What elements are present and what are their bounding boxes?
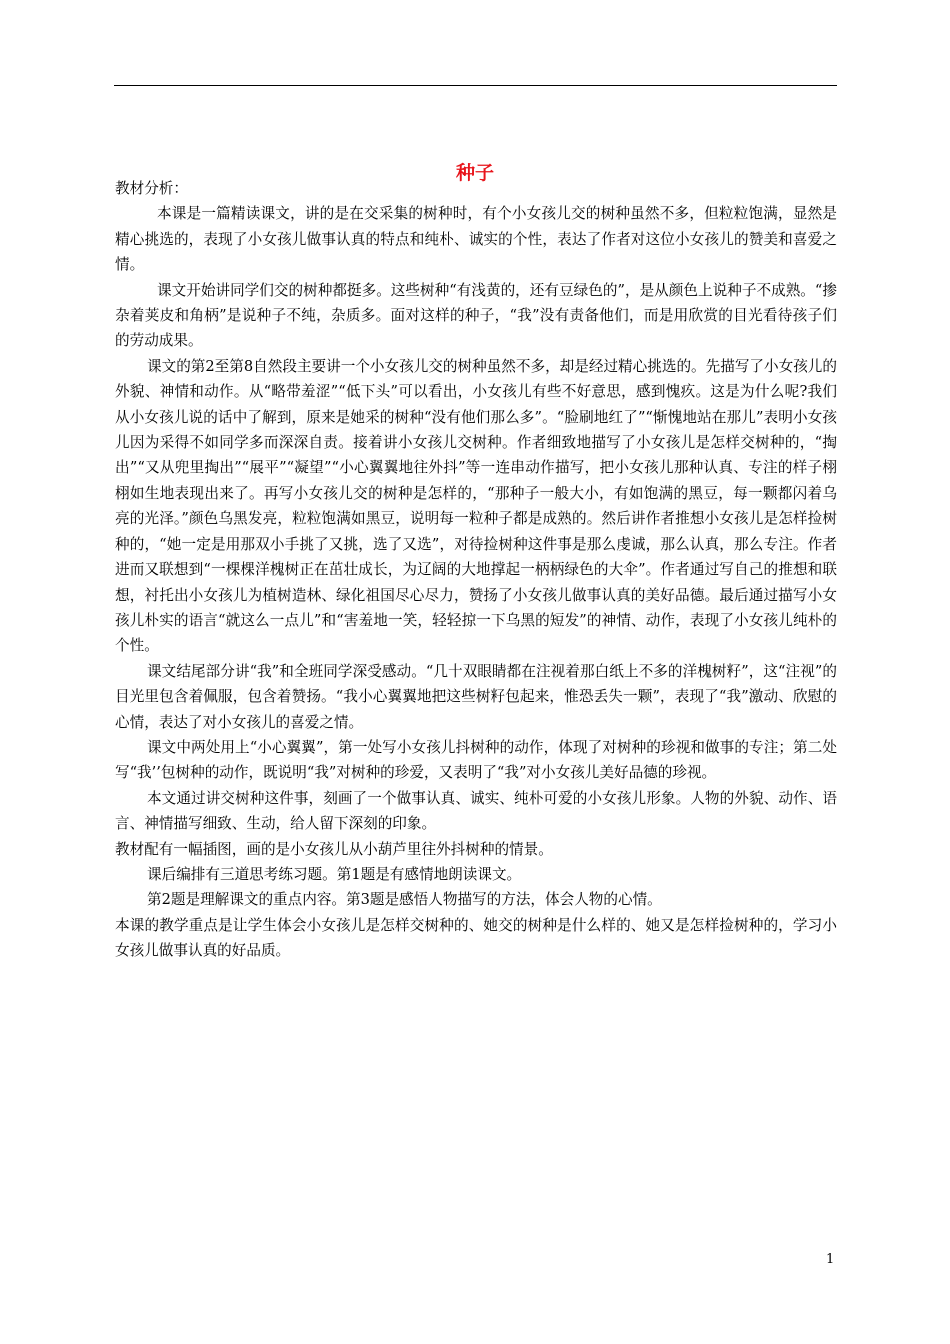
body-paragraph: 课后编排有三道思考练习题。第1题是有感情地朗读课文。 [147,865,522,883]
body-paragraph: 本课的教学重点是让学生体会小女孩儿是怎样交树种的、她交的树种是什么样的、她又是怎样捡树种的，学习小女孩儿做事认真的好品质。 [115,916,837,960]
body-paragraph: 课文的第2至第8自然段主要讲一个小女孩儿交的树种虽然不多，却是经过精心挑选的。先描写了小女孩儿的外貌、神情和动作。从“略带羞涩”“低下头”可以看出，小女孩儿有些不好意思，感到愧疚。这是为什么呢?我们从小女孩儿说的话中了解到，原来是她采的树种“没有他们那么多”。“脸刷地红了”“惭愧地站在那儿”表明小女孩儿因为采得不如同学多而深深自责。接着讲小女孩儿交树种。作者细致地描写了小女孩儿是怎样交树种的，“掏出”“又从兜里掏出”“展平”“凝望”“小心翼翼地往外抖”等一连串动作描写，把小女孩儿那种认真、专注的样子栩栩如生地表现出来了。再写小女孩儿交的树种是怎样的，“那种子一般大小，有如饱满的黑豆，每一颗都闪着乌亮的光泽。”颜色乌黑发亮，粒粒饱满如黑豆，说明每一粒种子都是成熟的。然后讲作者推想小女孩儿是怎样捡树种的，“她一定是用那双小手挑了又挑，选了又选”，对待捡树种这件事是那么虔诚，那么认真，那么专注。作者进而又联想到“一棵棵洋槐树正在茁壮成长，为辽阔的大地撑起一柄柄绿色的大伞”。作者通过写自己的推想和联想，衬托出小女孩儿为植树造林、绿化祖国尽心尽力，赞扬了小女孩儿做事认真的美好品德。最后通过描写小女孩儿朴实的语言“就这么一点儿”和“害羞地一笑，轻轻掠一下乌黑的短发”的神情、动作，表现了小女孩儿纯朴的个性。 [115,357,837,655]
body-paragraph: 本课是一篇精读课文，讲的是在交采集的树种时，有个小女孩儿交的树种虽然不多，但粒粒饱满，显然是精心挑选的，表现了小女孩儿做事认真的特点和纯朴、诚实的个性，表达了作者对这位小女孩儿的赞美和喜爱之情。 [115,205,837,274]
section-heading: 教材分析： [115,180,188,197]
document-body [115,176,837,964]
page-number: 1 [826,1252,835,1267]
body-paragraph: 课文开始讲同学们交的树种都挺多。这些树种“有浅黄的，还有豆绿色的”，是从颜色上说种子不成熟。“掺杂着荚皮和角柄”是说种子不纯，杂质多。面对这样的种子，“我”没有责备他们，而是用欣赏的目光看待孩子们的劳动成果。 [115,281,837,350]
body-paragraph: 课文中两处用上“小心翼翼”，第一处写小女孩儿抖树种的动作，体现了对树种的珍视和做事的专注；第二处写“我’’包树种的动作，既说明“我”对树种的珍爱，又表明了“我”对小女孩儿美好品德的珍视。 [115,738,837,782]
body-paragraph: 课文结尾部分讲“我”和全班同学深受感动。“几十双眼睛都在注视着那白纸上不多的洋槐树籽”，这“注视”的目光里包含着佩服，包含着赞扬。“我小心翼翼地把这些树籽包起来，惟恐丢失一颗”，表现了“我”激动、欣慰的心情，表达了对小女孩儿的喜爱之情。 [115,662,837,731]
body-paragraph: 本文通过讲交树种这件事，刻画了一个做事认真、诚实、纯朴可爱的小女孩儿形象。人物的外貌、动作、语言、神情描写细致、生动，给人留下深刻的印象。 [115,789,837,833]
document-title: 种子 [455,161,494,184]
body-paragraph: 教材配有一幅插图，画的是小女孩儿从小葫芦里往外抖树种的情景。 [115,840,553,858]
body-paragraph: 第2题是理解课文的重点内容。第3题是感悟人物描写的方法，体会人物的心情。 [147,891,662,909]
header-rule [114,85,837,86]
